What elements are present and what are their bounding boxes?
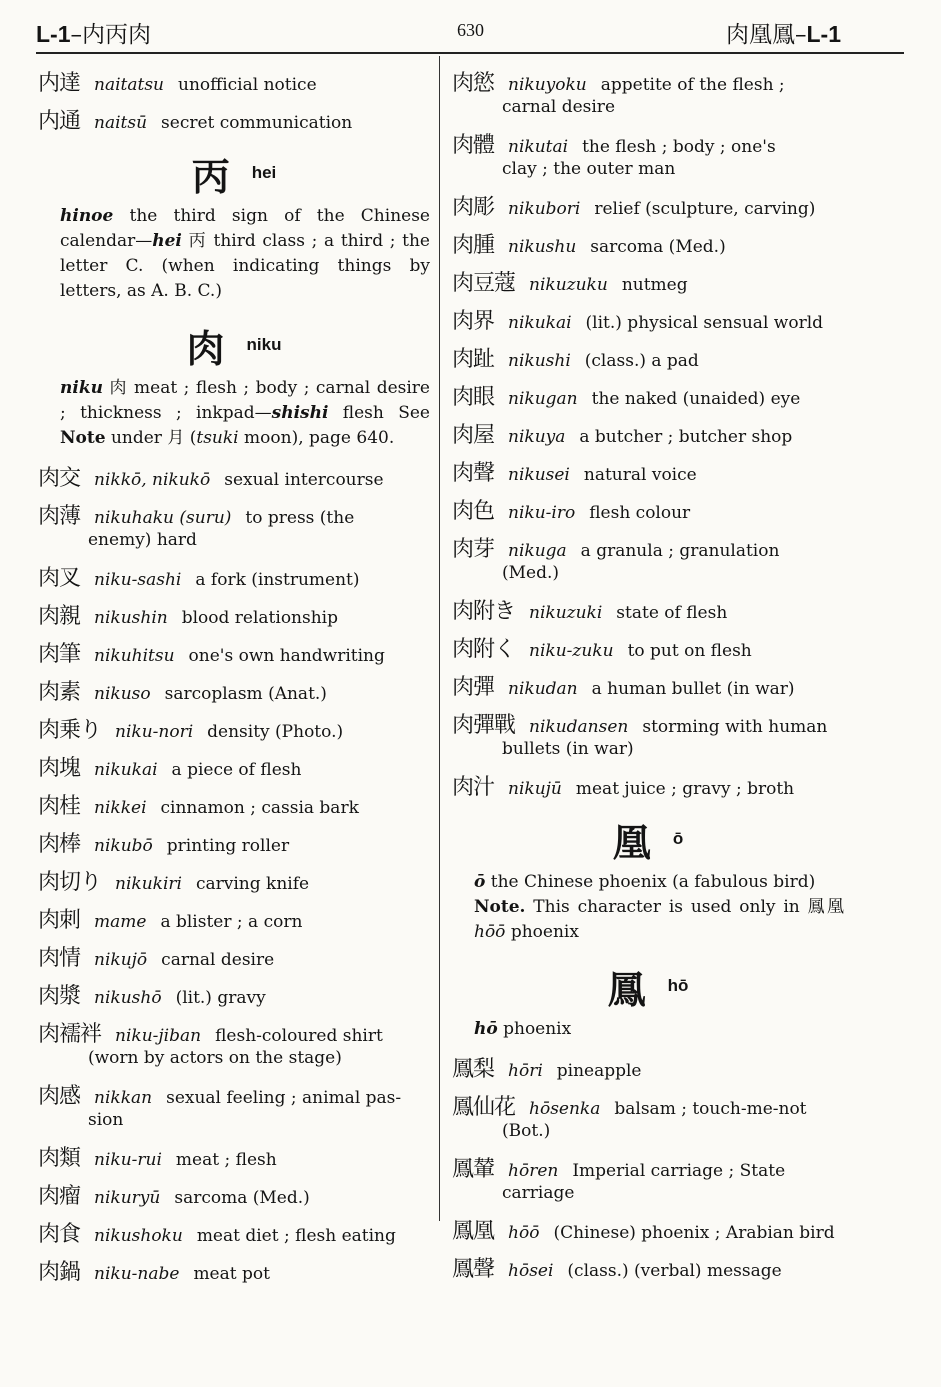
head-kanji: 鳳	[607, 967, 646, 1012]
kanji-inline: 肉	[102, 378, 135, 398]
head-romaji: ō	[672, 829, 684, 848]
entry-romaji: nikuryū	[94, 1188, 161, 1208]
head-romaji: hō	[667, 976, 689, 995]
dictionary-entry	[452, 670, 844, 702]
dictionary-entry	[38, 865, 430, 897]
entry-romaji: nikuyoku	[508, 75, 587, 95]
entry-definition: meat juice ; gravy ; broth	[575, 779, 795, 799]
entry-romaji: nikuya	[508, 427, 566, 447]
romaji-inline: tsuki	[196, 428, 239, 448]
entry-definition: carnal desire	[161, 950, 275, 970]
entry-romaji: mame	[94, 912, 147, 932]
kanji-inline: 鳳凰	[807, 897, 844, 917]
entry-definition: pineapple	[556, 1061, 642, 1081]
def-text: phoenix	[505, 922, 579, 942]
dictionary-entry	[452, 770, 844, 802]
dictionary-entry	[452, 228, 844, 260]
dictionary-entry	[38, 599, 430, 631]
header-right	[726, 16, 841, 49]
def-text: (	[184, 428, 197, 448]
dictionary-entry	[38, 789, 430, 821]
entry-romaji: nikuzuku	[529, 275, 608, 295]
entry-romaji: nikudan	[508, 679, 578, 699]
entry-definition: appetite of the flesh ;	[600, 75, 785, 95]
note-label: Note	[60, 428, 106, 448]
entry-definition: cinnamon ; cassia bark	[160, 798, 359, 818]
entry-romaji: nikushi	[508, 351, 571, 371]
dictionary-entry	[452, 632, 844, 664]
entry-kanji: 肉筆	[38, 642, 81, 667]
dictionary-entry	[38, 941, 430, 973]
def-text: under	[105, 428, 168, 448]
entry-romaji: nikubori	[508, 199, 581, 219]
entry-definition: balsam ; touch-me-not	[614, 1099, 807, 1119]
entry-romaji: nikuso	[94, 684, 151, 704]
entry-definition: meat ; flesh	[175, 1150, 277, 1170]
entry-kanji: 肉界	[452, 309, 495, 334]
entry-romaji: hōsenka	[529, 1099, 601, 1119]
dictionary-entry	[452, 494, 844, 526]
entry-romaji: nikuhaku (suru)	[94, 508, 232, 528]
section-head-hei	[38, 142, 430, 204]
dictionary-entry	[38, 1141, 430, 1173]
header-left-code: L-1	[36, 21, 71, 47]
entry-definition: (Chinese) phoenix ; Arabian bird	[553, 1223, 835, 1243]
entry-romaji: niku-iro	[508, 503, 576, 523]
dictionary-entry	[452, 342, 844, 374]
entry-definition: (class.) a pad	[584, 351, 699, 371]
headword: hinoe	[60, 206, 114, 226]
entry-kanji: 肉薄	[38, 504, 81, 529]
dictionary-entry	[38, 461, 430, 493]
kanji-inline: 月	[167, 428, 185, 448]
dictionary-entry	[452, 418, 844, 450]
entry-kanji: 内達	[38, 71, 81, 96]
entry-definition: the flesh ; body ; one's	[582, 137, 776, 157]
header-left-kanji: –内丙肉	[70, 22, 151, 48]
entry-kanji: 肉素	[38, 680, 81, 705]
entry-definition: to put on flesh	[627, 641, 752, 661]
entry-kanji: 肉漿	[38, 984, 81, 1009]
entry-definition-continued: enemy) hard	[88, 530, 197, 550]
entry-romaji: nikuhitsu	[94, 646, 175, 666]
entry-definition: meat diet ; flesh eating	[196, 1226, 396, 1246]
entry-definition: one's own handwriting	[188, 646, 385, 666]
entry-romaji: nikukiri	[115, 874, 182, 894]
column-divider	[439, 56, 440, 1221]
entry-romaji: nikutai	[508, 137, 569, 157]
entry-definition-continued: (Med.)	[502, 563, 560, 583]
entry-definition: meat pot	[193, 1264, 270, 1284]
header-right-code: L-1	[806, 21, 841, 47]
entry-definition: (lit.) physical sensual world	[585, 313, 824, 333]
header-rule	[36, 52, 904, 54]
entry-definition: blood relationship	[181, 608, 338, 628]
dictionary-entry	[38, 675, 430, 707]
headword: hō	[474, 1019, 498, 1039]
header-right-kanji: 肉凰鳳–	[726, 22, 807, 48]
entry-romaji: niku-nori	[115, 722, 194, 742]
entry-kanji: 肉體	[452, 133, 495, 158]
entry-definition: sarcoma (Med.)	[174, 1188, 310, 1208]
entry-kanji: 肉類	[38, 1146, 81, 1171]
def-text: the Chinese phoenix (a fabulous bird)	[485, 872, 816, 892]
entry-romaji: nikuga	[508, 541, 567, 561]
entry-romaji: nikugan	[508, 389, 578, 409]
page-header	[0, 14, 941, 54]
entry-definition: nutmeg	[621, 275, 688, 295]
entry-romaji: nikushō	[94, 988, 162, 1008]
entry-definition: storming with human	[642, 717, 828, 737]
entry-kanji: 肉腫	[452, 233, 495, 258]
def-text: third class ; a third ; the letter C. (when indicating things by letters, as A. B. C.)	[60, 231, 430, 301]
head-kanji: 肉	[186, 326, 225, 371]
entry-definition-continued: sion	[88, 1110, 124, 1130]
entry-romaji: niku-nabe	[94, 1264, 180, 1284]
entry-definition: the naked (unaided) eye	[591, 389, 801, 409]
entry-kanji: 内通	[38, 109, 81, 134]
dictionary-entry	[38, 1179, 430, 1211]
entry-romaji: nikkō, nikukō	[94, 470, 211, 490]
niku-definition	[38, 376, 430, 451]
kanji-inline: 丙	[181, 231, 214, 251]
head-kanji: 丙	[191, 154, 230, 199]
section-head-o	[452, 808, 844, 870]
note-label: Note.	[474, 897, 526, 917]
entry-definition: (class.) (verbal) message	[567, 1261, 782, 1281]
entry-romaji: nikkei	[94, 798, 147, 818]
entry-definition-continued: clay ; the outer man	[502, 159, 676, 179]
page-number: 630	[457, 20, 484, 40]
def-text: the third sign of the Chinese calendar—	[60, 206, 430, 251]
entry-romaji: niku-jiban	[115, 1026, 202, 1046]
dictionary-entry	[38, 637, 430, 669]
entry-kanji: 肉交	[38, 466, 81, 491]
entry-definition: sexual feeling ; animal pas-	[166, 1088, 402, 1108]
entry-kanji: 肉聲	[452, 461, 495, 486]
entry-definition: density (Photo.)	[207, 722, 344, 742]
entry-kanji: 肉切り	[38, 870, 102, 895]
entry-romaji: hōō	[508, 1223, 540, 1243]
entry-kanji: 肉屋	[452, 423, 495, 448]
entry-kanji: 肉棒	[38, 832, 81, 857]
entry-kanji: 肉色	[452, 499, 495, 524]
entry-kanji: 肉趾	[452, 347, 495, 372]
right-column	[452, 66, 844, 1290]
entry-kanji: 肉乗り	[38, 718, 102, 743]
entry-definition-continued: (worn by actors on the stage)	[88, 1048, 342, 1068]
entry-romaji: nikushin	[94, 608, 168, 628]
entry-definition: state of flesh	[616, 603, 728, 623]
headword: niku	[60, 378, 103, 398]
entry-kanji: 肉彈	[452, 675, 495, 700]
entry-definition: sexual intercourse	[224, 470, 384, 490]
entry-definition: relief (sculpture, carving)	[594, 199, 816, 219]
entry-romaji: nikujō	[94, 950, 148, 970]
entry-kanji: 肉汁	[452, 775, 495, 800]
entry-kanji: 肉附く	[452, 637, 516, 662]
entry-kanji: 肉食	[38, 1222, 81, 1247]
entry-definition: unofficial notice	[178, 75, 317, 95]
entry-definition: to press (the	[245, 508, 355, 528]
entry-romaji: nikkan	[94, 1088, 153, 1108]
entry-kanji: 肉豆蔻	[452, 271, 516, 296]
head-romaji: niku	[246, 335, 282, 354]
entry-kanji: 鳳凰	[452, 1219, 495, 1244]
entry-definition-continued: (Bot.)	[502, 1121, 551, 1141]
entry-definition: sarcoplasm (Anat.)	[164, 684, 327, 704]
dictionary-entry	[452, 456, 844, 488]
head-romaji: hei	[251, 163, 277, 182]
entry-kanji: 肉眼	[452, 385, 495, 410]
dictionary-entry	[38, 66, 430, 98]
entry-romaji: nikuzuki	[529, 603, 603, 623]
entry-definition-continued: carnal desire	[502, 97, 615, 117]
dictionary-entry	[38, 903, 430, 935]
entry-kanji: 肉彈戰	[452, 713, 516, 738]
def-text: moon), page 640.	[238, 428, 395, 448]
entry-kanji: 鳳輦	[452, 1157, 495, 1182]
entry-definition: flesh-coloured shirt	[215, 1026, 383, 1046]
entry-kanji: 肉塊	[38, 756, 81, 781]
entry-definition: a fork (instrument)	[195, 570, 360, 590]
entry-kanji: 鳳仙花	[452, 1095, 516, 1120]
head-kanji: 凰	[612, 820, 651, 865]
entry-kanji: 肉鍋	[38, 1260, 81, 1285]
entry-kanji: 肉情	[38, 946, 81, 971]
dictionary-entry	[452, 380, 844, 412]
ho-definition	[452, 1017, 844, 1042]
entry-definition: a human bullet (in war)	[591, 679, 795, 699]
entry-definition: a piece of flesh	[171, 760, 302, 780]
entry-definition: printing roller	[166, 836, 290, 856]
entry-definition: natural voice	[583, 465, 697, 485]
entry-romaji: nikushu	[508, 237, 577, 257]
dictionary-entry	[38, 1217, 430, 1249]
entry-definition: flesh colour	[589, 503, 691, 523]
o-definition	[452, 870, 844, 945]
entry-definition: a butcher ; butcher shop	[579, 427, 793, 447]
entry-kanji: 肉慾	[452, 71, 495, 96]
entry-romaji: niku-sashi	[94, 570, 182, 590]
entry-romaji: naitsū	[94, 113, 148, 133]
dictionary-entry	[38, 751, 430, 783]
entry-definition: a granula ; granulation	[580, 541, 780, 561]
hei-definition	[38, 204, 430, 304]
entry-romaji: nikujū	[508, 779, 562, 799]
entry-kanji: 肉桂	[38, 794, 81, 819]
def-text: phoenix	[497, 1019, 572, 1039]
entry-kanji: 肉彫	[452, 195, 495, 220]
entry-kanji: 肉親	[38, 604, 81, 629]
def-text: meat ; flesh ; body ; carnal desire ; thickness ; inkpad—	[60, 378, 430, 423]
dictionary-entry	[38, 713, 430, 745]
headword: ō	[474, 872, 486, 892]
entry-kanji: 肉感	[38, 1084, 81, 1109]
entry-definition-continued: bullets (in war)	[502, 739, 634, 759]
entry-kanji: 肉叉	[38, 566, 81, 591]
dictionary-entry	[452, 266, 844, 298]
entry-romaji: nikusei	[508, 465, 570, 485]
def-text: This character is used only in	[525, 897, 808, 917]
entry-kanji: 肉瘤	[38, 1184, 81, 1209]
entry-definition: (lit.) gravy	[175, 988, 266, 1008]
entry-romaji: hōsei	[508, 1261, 554, 1281]
entry-romaji: naitatsu	[94, 75, 165, 95]
section-head-niku	[38, 314, 430, 376]
entry-kanji: 鳳聲	[452, 1257, 495, 1282]
dictionary-entry	[38, 104, 430, 136]
left-column	[38, 66, 430, 1293]
entry-kanji: 鳳梨	[452, 1057, 495, 1082]
section-head-ho	[452, 955, 844, 1017]
dictionary-entry	[452, 1252, 844, 1284]
entry-romaji: niku-rui	[94, 1150, 162, 1170]
entry-definition: carving knife	[195, 874, 310, 894]
dictionary-entry	[38, 827, 430, 859]
dictionary-entry	[38, 561, 430, 593]
entry-romaji: hōren	[508, 1161, 559, 1181]
dictionary-entry	[452, 190, 844, 222]
entry-romaji: nikushoku	[94, 1226, 183, 1246]
entry-definition: sarcoma (Med.)	[590, 237, 726, 257]
entry-romaji: niku-zuku	[529, 641, 614, 661]
entry-kanji: 肉刺	[38, 908, 81, 933]
def-text: flesh See	[328, 403, 430, 423]
entry-romaji: nikukai	[508, 313, 572, 333]
entry-kanji: 肉芽	[452, 537, 495, 562]
entry-kanji: 肉附き	[452, 599, 516, 624]
dictionary-entry	[38, 979, 430, 1011]
entry-definition: Imperial carriage ; State	[572, 1161, 786, 1181]
entry-romaji: nikudansen	[529, 717, 629, 737]
entry-kanji: 肉襦袢	[38, 1022, 102, 1047]
entry-definition: a blister ; a corn	[160, 912, 303, 932]
dictionary-entry	[452, 1214, 844, 1246]
headword: hei	[152, 231, 182, 251]
entry-definition: secret communication	[161, 113, 353, 133]
dictionary-entry	[452, 1052, 844, 1084]
entry-definition-continued: carriage	[502, 1183, 575, 1203]
headword: shishi	[271, 403, 329, 423]
dictionary-entry	[452, 594, 844, 626]
dictionary-entry	[452, 304, 844, 336]
entry-romaji: nikukai	[94, 760, 158, 780]
entry-romaji: hōri	[508, 1061, 543, 1081]
entry-romaji: nikubō	[94, 836, 153, 856]
dictionary-entry	[38, 1255, 430, 1287]
romaji-inline: hōō	[474, 922, 506, 942]
